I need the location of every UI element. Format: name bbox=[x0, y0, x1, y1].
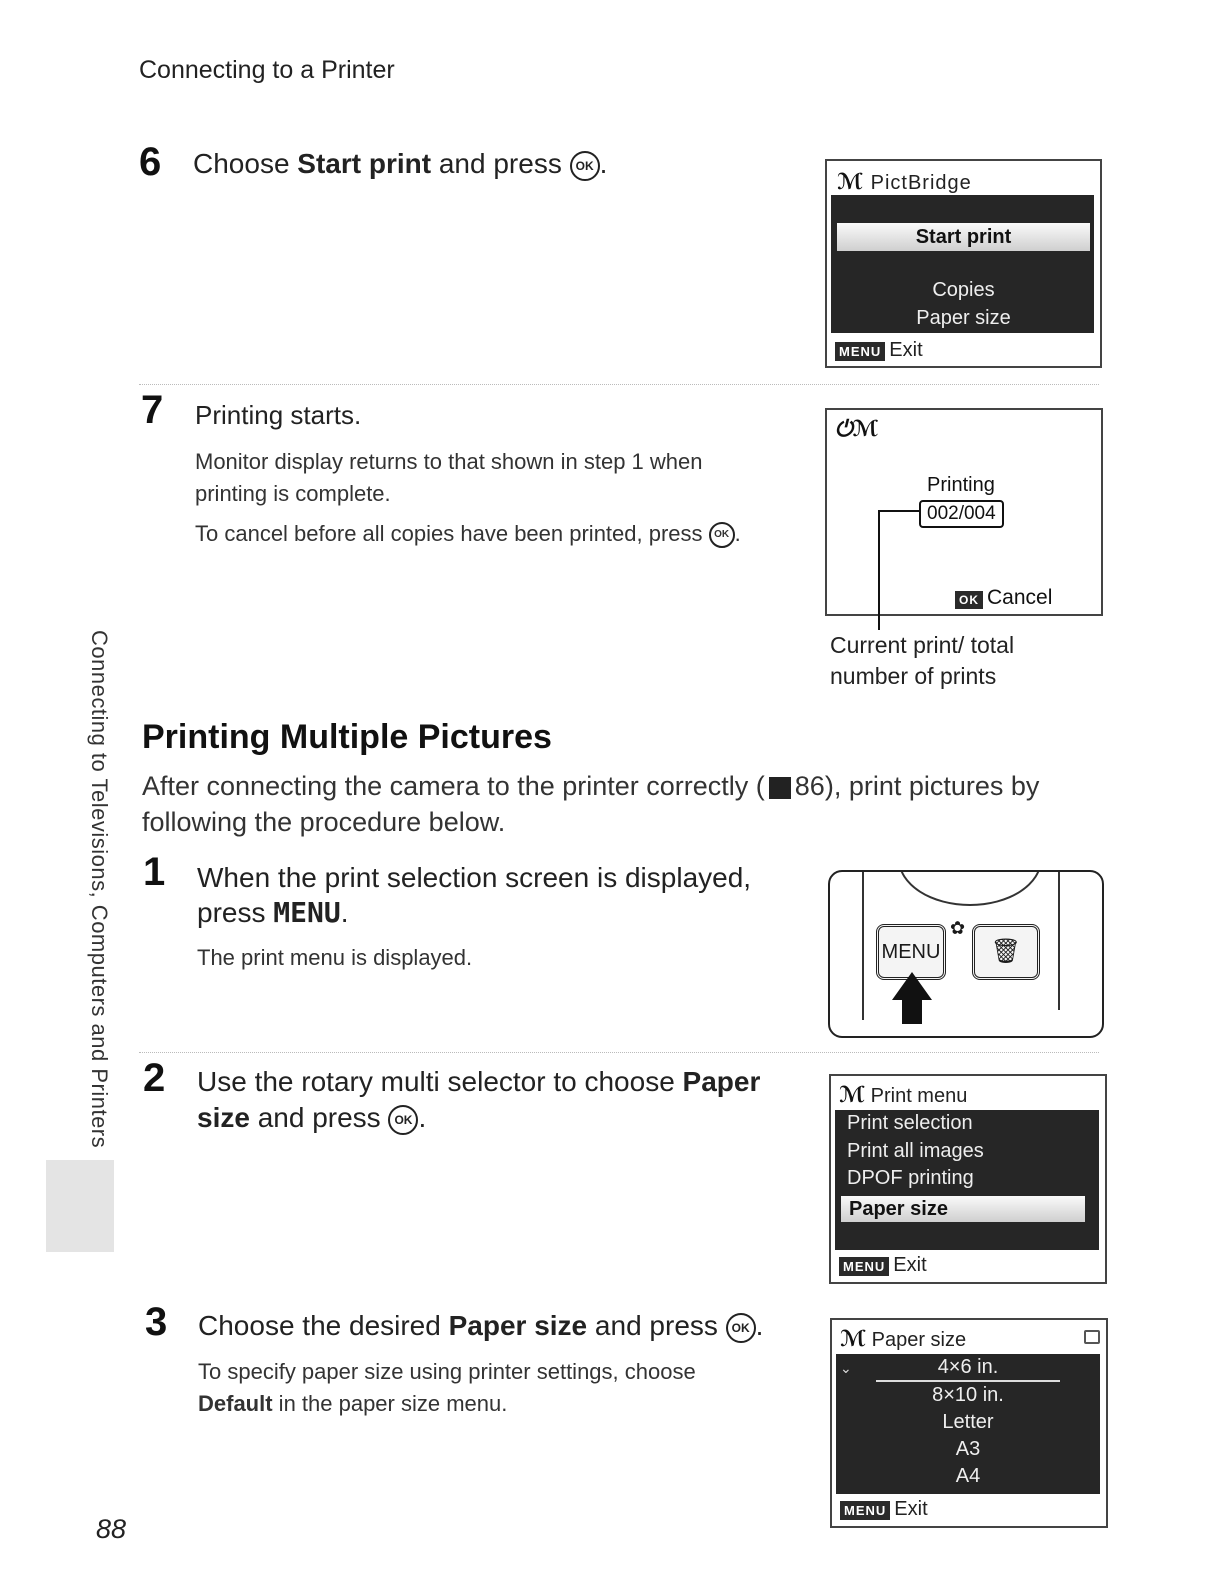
menu-item-paper-size[interactable]: Paper size bbox=[916, 307, 1011, 329]
paper-size-option[interactable]: A4 bbox=[955, 1465, 981, 1487]
mode-dial-icon bbox=[898, 870, 1042, 906]
paper-size-option[interactable]: 4×6 in. bbox=[876, 1356, 1060, 1382]
step-body bbox=[198, 1356, 758, 1420]
callout-line bbox=[878, 510, 920, 512]
screen-title-text: Print menu bbox=[870, 1085, 968, 1107]
menu-list bbox=[835, 1110, 1099, 1250]
printer-status-icon: ⏻ℳ bbox=[835, 416, 879, 441]
ok-key-icon: OK bbox=[955, 591, 983, 609]
screen-print-menu bbox=[829, 1074, 1107, 1284]
pictbridge-logo-icon: ℳ bbox=[839, 1082, 866, 1107]
exit-label: Exit bbox=[889, 339, 923, 361]
menu-key-icon: MENU bbox=[840, 1501, 890, 1520]
screen-title-text: Paper size bbox=[871, 1329, 967, 1351]
step-title: Use the rotary multi selector to choose Paper size and press OK . bbox=[197, 1066, 761, 1134]
step-body-text: in the paper size menu. bbox=[272, 1390, 508, 1416]
step-number: 3 bbox=[145, 1300, 168, 1344]
menu-button[interactable]: MENU bbox=[876, 924, 946, 980]
step-body: Monitor display returns to that shown in step 1 when printing is complete. bbox=[195, 449, 703, 506]
paper-size-option[interactable]: 8×10 in. bbox=[932, 1384, 1004, 1406]
step-title-bold: Start print bbox=[297, 148, 432, 179]
running-head: Connecting to a Printer bbox=[139, 56, 395, 84]
step-title-text: Choose bbox=[193, 148, 298, 179]
menu-list bbox=[831, 195, 1094, 333]
exit-hint bbox=[840, 1498, 928, 1521]
page-number: 88 bbox=[96, 1514, 127, 1544]
menu-key-icon: MENU bbox=[839, 1257, 889, 1276]
paper-size-option[interactable]: A3 bbox=[955, 1438, 981, 1460]
step-title-text: When the print selection screen is displayed, press bbox=[197, 862, 752, 928]
step-body-text: To specify paper size using printer settings, choose bbox=[198, 1359, 696, 1384]
step-title-bold: Paper size bbox=[197, 1066, 761, 1134]
menu-item-paper-size[interactable]: Paper size bbox=[841, 1196, 1085, 1222]
intro-ref: 86 bbox=[794, 771, 825, 801]
divider bbox=[139, 1052, 1099, 1053]
ok-button-icon: OK bbox=[709, 522, 735, 548]
side-tab-label: Connecting to Televisions, Computers and Printers bbox=[87, 630, 112, 1149]
divider bbox=[139, 384, 1099, 385]
step-body-text: To cancel before all copies have been printed, press bbox=[195, 521, 709, 546]
step-number: 1 bbox=[143, 850, 166, 894]
screen-paper-size bbox=[830, 1318, 1108, 1528]
step-number: 7 bbox=[141, 388, 164, 432]
step-title: Choose Start print and press OK . bbox=[193, 148, 608, 179]
screen-pictbridge bbox=[825, 159, 1102, 368]
cancel-label: Cancel bbox=[987, 586, 1053, 609]
menu-list bbox=[836, 1354, 1100, 1494]
step-title: Printing starts. bbox=[195, 400, 362, 430]
cancel-hint bbox=[955, 586, 1052, 610]
menu-item-print-all-images[interactable]: Print all images bbox=[847, 1140, 984, 1162]
intro-text: ), print pictures by following the procedure below. bbox=[142, 771, 1040, 838]
ok-button-icon: OK bbox=[570, 151, 600, 181]
exit-hint bbox=[835, 339, 923, 362]
menu-key-text: MENU bbox=[273, 896, 341, 929]
pictbridge-logo-icon: ℳ bbox=[840, 1326, 867, 1351]
step-body-bold: Default bbox=[198, 1390, 273, 1416]
section-intro bbox=[142, 768, 1062, 841]
screen-title bbox=[839, 1082, 967, 1108]
arrow-up-icon bbox=[902, 998, 922, 1024]
callout-line bbox=[878, 510, 880, 630]
macro-icon: ✿ bbox=[950, 918, 966, 938]
side-tab-shade bbox=[46, 1160, 114, 1252]
menu-item-dpof-printing[interactable]: DPOF printing bbox=[847, 1167, 974, 1189]
step-number: 2 bbox=[143, 1056, 166, 1100]
reference-icon bbox=[769, 777, 791, 799]
menu-item-print-selection[interactable]: Print selection bbox=[847, 1112, 973, 1134]
menu-item-start-print[interactable]: Start print bbox=[837, 223, 1090, 251]
ok-button-icon: OK bbox=[388, 1105, 418, 1135]
exit-label: Exit bbox=[893, 1254, 927, 1276]
screen-title-text: PictBridge bbox=[870, 172, 972, 194]
section-title: Printing Multiple Pictures bbox=[142, 718, 552, 756]
arrow-up-icon bbox=[892, 972, 932, 1000]
camera-edge bbox=[862, 870, 864, 1020]
paper-size-option[interactable]: Letter bbox=[942, 1411, 994, 1433]
step-title: Choose the desired Paper size and press OK . bbox=[198, 1310, 764, 1341]
intro-text: After connecting the camera to the printer correctly ( bbox=[142, 771, 765, 801]
menu-key-icon: MENU bbox=[835, 342, 885, 361]
ok-button-icon: OK bbox=[726, 1313, 756, 1343]
step-title-text: and press bbox=[431, 148, 570, 179]
screen-printing bbox=[825, 408, 1103, 616]
printing-label: Printing bbox=[927, 474, 995, 496]
step-title-text: Use the rotary multi selector to choose bbox=[197, 1066, 683, 1097]
menu-item-copies[interactable]: Copies bbox=[932, 279, 995, 301]
exit-hint bbox=[839, 1254, 927, 1277]
exit-label: Exit bbox=[894, 1498, 928, 1520]
step-body: To cancel before all copies have been printed, press OK . bbox=[195, 518, 785, 550]
delete-button[interactable]: 🗑 bbox=[972, 924, 1040, 980]
step-title bbox=[197, 860, 797, 930]
pictbridge-logo-icon: ℳ bbox=[837, 169, 865, 194]
screen-title bbox=[837, 169, 972, 195]
step-title-bold: Paper size bbox=[448, 1310, 588, 1341]
camera-edge bbox=[1058, 870, 1060, 1010]
step-number: 6 bbox=[139, 140, 162, 184]
step-title-text: and press bbox=[587, 1310, 726, 1341]
screen-title bbox=[840, 1326, 966, 1352]
step-title-text: Choose the desired bbox=[198, 1310, 449, 1341]
callout-caption: Current print/ total number of prints bbox=[830, 632, 1015, 690]
chevron-down-icon: ⌄ bbox=[840, 1360, 852, 1376]
print-counter: 002/004 bbox=[919, 500, 1004, 528]
step-body: The print menu is displayed. bbox=[197, 945, 473, 970]
camera-illustration bbox=[828, 870, 1104, 1038]
step-title-text: and press bbox=[249, 1102, 389, 1134]
card-icon bbox=[1084, 1330, 1100, 1344]
step-title-text: . bbox=[340, 897, 349, 928]
